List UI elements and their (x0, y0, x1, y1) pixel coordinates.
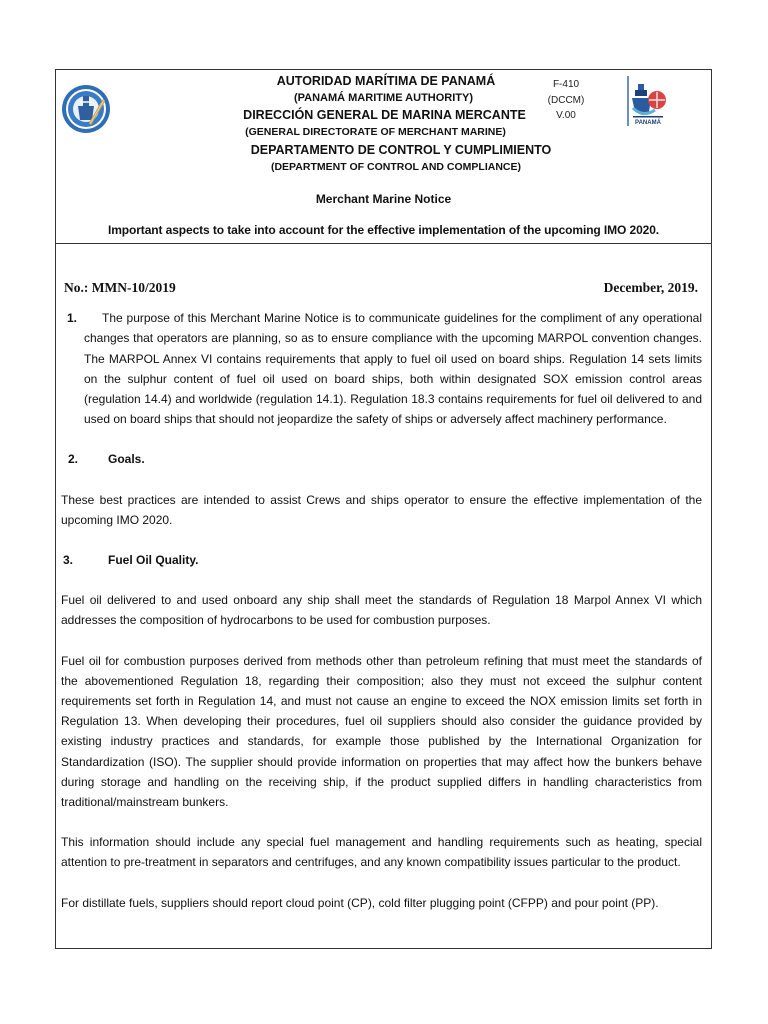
form-code-block (536, 77, 596, 124)
section-3-paragraph-2: Fuel oil for combustion purposes derived from methods other than petroleum refining that must meet the standards of the abovementioned Regulation 18, regarding their composition; also they must not exceed the sulphur content requirements set forth in Regulation 14, and must not cause an engine to exceed the NOX emission limits set forth in Regulation 13. When developing their procedures, fuel oil suppliers should also consider the guidance provided by existing industry practices and standards, for example those published by the International Organization for Standardization (ISO). The supplier should provide information on properties that may affect how the bunkers behave during storage and handling on the receiving ship, if the product supplied differs in handling characteristics from traditional/mainstream bunkers. (61, 653, 702, 810)
panama-ship-logo-icon (629, 78, 669, 128)
section-2-number: 2. (68, 452, 79, 467)
notice-subject: Important aspects to take into account for the effective implementation of the upcoming IMO 2020. (107, 223, 660, 237)
authority-heading (56, 73, 711, 176)
notice-date: December, 2019. (603, 280, 698, 295)
section-2-text: These best practices are intended to assist Crews and ships operator to ensure the effective implementation of the upcoming IMO 2020. (61, 492, 702, 527)
section-3-paragraph-3: This information should include any special fuel management and handling requirements such as heating, special attention to pre-treatment in separators and centrifuges, and any known compatibility issues particular to the product. (61, 835, 702, 870)
notice-meta (61, 278, 702, 298)
form-version: V.00 (556, 110, 576, 121)
right-logo-label: PANAMÁ (635, 120, 661, 126)
directorate-es: DIRECCIÓN GENERAL DE MARINA MERCANTE (243, 108, 526, 122)
section-2-title: Goals. (108, 452, 145, 467)
form-dept: (DCCM) (547, 94, 585, 106)
department-es: DEPARTAMENTO DE CONTROL Y CUMPLIMIENTO (250, 143, 552, 157)
section-3-title: Fuel Oil Quality. (108, 553, 199, 568)
org-name-en: (PANAMÁ MARITIME AUTHORITY) (293, 92, 474, 104)
directorate-en: (GENERAL DIRECTORATE OF MERCHANT MARINE) (245, 126, 506, 138)
section-3-paragraph-1: Fuel oil delivered to and used onboard any ship shall meet the standards of Regulation 18 Marpol Annex VI which addresses the composition of hydrocarbons to be used for combustion purposes. (61, 593, 702, 628)
document-body (56, 278, 711, 913)
section-1-paragraph (61, 308, 702, 429)
section-1-number: 1. (67, 311, 78, 326)
section-3-number: 3. (63, 553, 74, 568)
section-2-heading (61, 449, 702, 469)
org-name-es: AUTORIDAD MARÍTIMA DE PANAMÁ (276, 74, 496, 88)
notice-number: No.: MMN-10/2019 (64, 280, 176, 295)
department-en: (DEPARTMENT OF CONTROL AND COMPLIANCE) (270, 161, 522, 173)
section-3-heading (61, 550, 702, 570)
section-1-text: The purpose of this Merchant Marine Notice is to communicate guidelines for the compliment of any operational changes that operators are planning, so as to ensure compliance with the upcoming MARPOL convention changes. The MARPOL Annex VI contains requirements that apply to fuel oil used on board ships. Regulation 14 sets limits on the sulphur content of fuel oil used on board ships, both within designated SOX emission control areas (regulation 14.4) and worldwide (regulation 14.1). Regulation 18.3 contains requirements for fuel oil delivered to and used on board ships that should not jeopardize the safety of ships or adversely affect machinery performance. (84, 311, 702, 427)
form-code: F-410 (552, 79, 580, 90)
document-header (56, 70, 711, 244)
document-page (55, 69, 712, 949)
notice-type: Merchant Marine Notice (315, 192, 452, 206)
section-3-paragraph-4: For distillate fuels, suppliers should report cloud point (CP), cold filter plugging point (CFPP) and pour point (PP). (61, 895, 659, 910)
